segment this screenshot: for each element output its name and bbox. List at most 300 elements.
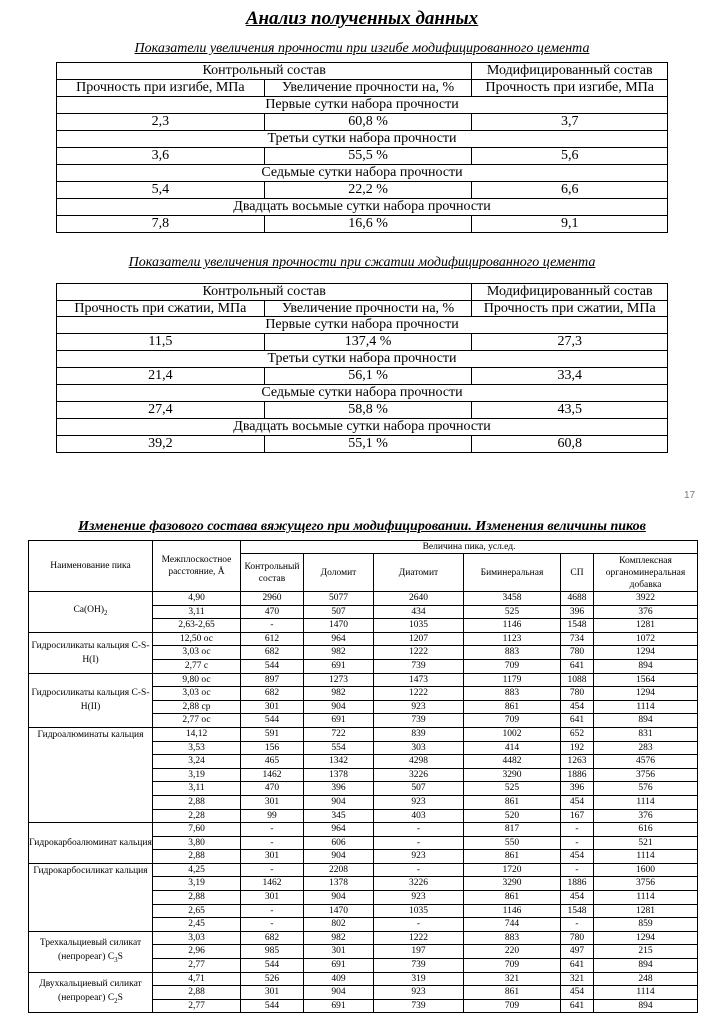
peak-value: 982	[304, 646, 374, 660]
peak-value: 964	[304, 632, 374, 646]
peak-value: 894	[594, 999, 698, 1013]
peak-value: 606	[304, 836, 374, 850]
peak-value: 739	[374, 714, 464, 728]
peak-value: 3922	[594, 592, 698, 606]
interplanar-distance: 2,77	[153, 999, 241, 1013]
peak-value: 894	[594, 714, 698, 728]
peak-value: 3458	[464, 592, 561, 606]
peak-value: 301	[241, 986, 304, 1000]
section-row	[57, 385, 668, 402]
interplanar-distance: 2,63-2,65	[153, 619, 241, 633]
peak-value: 376	[594, 809, 698, 823]
peak-value: 403	[374, 809, 464, 823]
peak-value: 641	[561, 999, 594, 1013]
peak-value: -	[241, 823, 304, 837]
peak-name-text: Трехкальциевый силикат (непрореаг) C	[39, 938, 142, 963]
peak-value: 612	[241, 632, 304, 646]
peak-value: 520	[464, 809, 561, 823]
peak-value: 859	[594, 918, 698, 932]
data-cell: 2,3	[57, 114, 265, 131]
peak-value: 861	[464, 986, 561, 1000]
peak-value: 1548	[561, 904, 594, 918]
peak-value: 1035	[374, 904, 464, 918]
peak-value: 1548	[561, 619, 594, 633]
table-row	[29, 931, 698, 945]
peak-value: 544	[241, 659, 304, 673]
peak-value: 616	[594, 823, 698, 837]
column-header: Прочность при сжатии, МПа	[472, 301, 668, 317]
peak-value: 1088	[561, 673, 594, 687]
table-row	[29, 592, 698, 606]
interplanar-distance: 3,80	[153, 836, 241, 850]
peak-value: 780	[561, 646, 594, 660]
peak-value: 641	[561, 714, 594, 728]
table2-caption: Показатели увеличения прочности при сжатии модифицированного цемента	[128, 255, 596, 270]
peak-value: 1114	[594, 850, 698, 864]
peak-name	[29, 632, 153, 673]
peak-value: 780	[561, 687, 594, 701]
peak-value: 521	[594, 836, 698, 850]
peak-value: 897	[241, 673, 304, 687]
peak-value: 709	[464, 959, 561, 973]
peak-value: 396	[304, 782, 374, 796]
peak-value: 831	[594, 727, 698, 741]
peak-value: 923	[374, 795, 464, 809]
interplanar-distance: 3,19	[153, 768, 241, 782]
peak-name	[29, 673, 153, 727]
interplanar-distance: 3,53	[153, 741, 241, 755]
data-row	[57, 114, 668, 131]
peak-name-subscript: 2	[114, 996, 118, 1005]
section-row	[57, 317, 668, 334]
interplanar-distance: 3,24	[153, 755, 241, 769]
peak-value: 396	[561, 782, 594, 796]
peak-value: 497	[561, 945, 594, 959]
peak-value: 739	[374, 999, 464, 1013]
peak-value: 923	[374, 850, 464, 864]
interplanar-distance: 2,88	[153, 850, 241, 864]
peak-value: 525	[464, 605, 561, 619]
peak-value: 1281	[594, 904, 698, 918]
peak-value: 691	[304, 959, 374, 973]
peak-name-text: Двухкальциевый силикат (непрореаг) C	[39, 979, 142, 1004]
data-cell: 3,7	[472, 114, 668, 131]
peak-value: 1462	[241, 768, 304, 782]
peak-value: 301	[241, 795, 304, 809]
table-row	[29, 673, 698, 687]
peak-value: 1207	[374, 632, 464, 646]
peak-value: -	[374, 918, 464, 932]
peak-value: 3756	[594, 768, 698, 782]
group-header-row	[57, 284, 668, 301]
peak-value: 507	[374, 782, 464, 796]
peak-name	[29, 972, 153, 1013]
interplanar-distance: 12,50 ос	[153, 632, 241, 646]
peak-value: 861	[464, 795, 561, 809]
peak-value: 454	[561, 850, 594, 864]
peak-value: 1222	[374, 687, 464, 701]
data-cell: 58,8 %	[264, 402, 472, 419]
data-row	[57, 216, 668, 233]
group-control-header: Контрольный состав	[57, 63, 472, 80]
peak-value: -	[241, 619, 304, 633]
data-cell: 39,2	[57, 436, 265, 453]
section-label: Двадцать восьмые сутки набора прочности	[57, 419, 668, 436]
peak-value: 894	[594, 659, 698, 673]
peak-value: 1263	[561, 755, 594, 769]
peak-value: 709	[464, 999, 561, 1013]
peak-value: 1222	[374, 931, 464, 945]
peak-value: -	[241, 836, 304, 850]
peak-value: 301	[241, 891, 304, 905]
section-label: Первые сутки набора прочности	[57, 97, 668, 114]
peak-value: 303	[374, 741, 464, 755]
section-row	[57, 165, 668, 182]
peak-value: 1035	[374, 619, 464, 633]
peak-value: 465	[241, 755, 304, 769]
interplanar-distance: 3,03 ос	[153, 687, 241, 701]
peak-value: 591	[241, 727, 304, 741]
peak-value: 220	[464, 945, 561, 959]
data-cell: 9,1	[472, 216, 668, 233]
section-label: Седьмые сутки набора прочности	[57, 165, 668, 182]
peak-value: 283	[594, 741, 698, 755]
peak-name-text: Гидросиликаты кальция C-S-H(II)	[31, 688, 150, 713]
column-header-row	[57, 80, 668, 97]
peak-value: 526	[241, 972, 304, 986]
peak-name-text: Гидрокарбосиликат кальция	[33, 865, 148, 876]
section-row	[57, 419, 668, 436]
group-control-header: Контрольный состав	[57, 284, 472, 301]
peak-value: 1002	[464, 727, 561, 741]
page-number: 17	[684, 490, 696, 501]
peak-value: 691	[304, 714, 374, 728]
peak-value: 1222	[374, 646, 464, 660]
peak-value: 470	[241, 782, 304, 796]
interplanar-distance: 9,80 ос	[153, 673, 241, 687]
peak-name-subscript: 3	[114, 956, 118, 965]
column-header-row	[57, 301, 668, 317]
peak-value: 709	[464, 714, 561, 728]
data-row	[57, 182, 668, 199]
header-column: Контрольный состав	[241, 554, 304, 592]
data-cell: 56,1 %	[264, 368, 472, 385]
data-row	[57, 436, 668, 453]
peak-value: 470	[241, 605, 304, 619]
peak-value: 861	[464, 850, 561, 864]
peak-value: 904	[304, 891, 374, 905]
header-peak-value: Величина пика, усл.ед.	[241, 541, 698, 554]
header-column: Биминеральная	[464, 554, 561, 592]
interplanar-distance: 3,11	[153, 782, 241, 796]
peak-value: 321	[561, 972, 594, 986]
peak-value: 554	[304, 741, 374, 755]
peak-value: 192	[561, 741, 594, 755]
peak-value: 2640	[374, 592, 464, 606]
peak-value: 1273	[304, 673, 374, 687]
page-title: Анализ полученных данных	[245, 8, 479, 29]
peak-value: 734	[561, 632, 594, 646]
peak-value: 215	[594, 945, 698, 959]
peak-value: 691	[304, 999, 374, 1013]
peak-value: 1886	[561, 768, 594, 782]
data-cell: 27,4	[57, 402, 265, 419]
group-header-row	[57, 63, 668, 80]
data-cell: 16,6 %	[264, 216, 472, 233]
interplanar-distance: 4,25	[153, 863, 241, 877]
peak-name	[29, 727, 153, 822]
peak-name-text: Ca(OH)	[73, 605, 105, 616]
section-row	[57, 351, 668, 368]
interplanar-distance: 2,28	[153, 809, 241, 823]
header-interplanar-distance: Межплоскостное расстояние, Å	[153, 541, 241, 592]
peak-value: 883	[464, 687, 561, 701]
peak-value: 4482	[464, 755, 561, 769]
peak-value: 1564	[594, 673, 698, 687]
peak-name-text: Гидрокарбоалюминат кальция	[29, 837, 152, 848]
interplanar-distance: 2,88	[153, 986, 241, 1000]
peak-value: 454	[561, 891, 594, 905]
data-cell: 22,2 %	[264, 182, 472, 199]
peak-value: 652	[561, 727, 594, 741]
data-cell: 5,6	[472, 148, 668, 165]
peak-value: 982	[304, 687, 374, 701]
compressive-strength-table	[56, 283, 668, 453]
peak-value: 167	[561, 809, 594, 823]
peak-value: 883	[464, 931, 561, 945]
group-modified-header: Модифицированный состав	[472, 63, 668, 80]
peak-value: 4688	[561, 592, 594, 606]
peak-value: 99	[241, 809, 304, 823]
peak-value: -	[561, 918, 594, 932]
peak-value: 904	[304, 700, 374, 714]
peak-value: 197	[374, 945, 464, 959]
peak-value: 894	[594, 959, 698, 973]
peak-value: 301	[304, 945, 374, 959]
peak-value: 544	[241, 999, 304, 1013]
data-cell: 11,5	[57, 334, 265, 351]
peak-value: 396	[561, 605, 594, 619]
data-cell: 60,8	[472, 436, 668, 453]
peak-value: 682	[241, 687, 304, 701]
peak-value: 1378	[304, 877, 374, 891]
peak-name	[29, 931, 153, 972]
peak-value: 454	[561, 795, 594, 809]
header-row	[29, 541, 698, 554]
peak-value: 409	[304, 972, 374, 986]
data-cell: 33,4	[472, 368, 668, 385]
interplanar-distance: 2,88	[153, 891, 241, 905]
peak-value: 3290	[464, 877, 561, 891]
group-modified-header: Модифицированный состав	[472, 284, 668, 301]
interplanar-distance: 14,12	[153, 727, 241, 741]
data-cell: 55,5 %	[264, 148, 472, 165]
data-cell: 43,5	[472, 402, 668, 419]
interplanar-distance: 3,11	[153, 605, 241, 619]
peak-value: 817	[464, 823, 561, 837]
peak-value: 4298	[374, 755, 464, 769]
peak-value: 691	[304, 659, 374, 673]
peak-value: 414	[464, 741, 561, 755]
peak-value: 923	[374, 891, 464, 905]
peak-value: 1281	[594, 619, 698, 633]
interplanar-distance: 2,96	[153, 945, 241, 959]
peak-value: 376	[594, 605, 698, 619]
column-header: Прочность при изгибе, МПа	[57, 80, 265, 97]
interplanar-distance: 4,71	[153, 972, 241, 986]
peak-value: 301	[241, 700, 304, 714]
interplanar-distance: 3,03 ос	[153, 646, 241, 660]
table-row	[29, 632, 698, 646]
peak-value: 3290	[464, 768, 561, 782]
section-label: Первые сутки набора прочности	[57, 317, 668, 334]
peak-value: 550	[464, 836, 561, 850]
peak-value: 1123	[464, 632, 561, 646]
peak-value: 904	[304, 850, 374, 864]
peak-value: 525	[464, 782, 561, 796]
peak-value: 321	[464, 972, 561, 986]
peak-value: -	[561, 863, 594, 877]
peak-value: 1720	[464, 863, 561, 877]
section-row	[57, 131, 668, 148]
section-label: Седьмые сутки набора прочности	[57, 385, 668, 402]
column-header: Прочность при сжатии, МПа	[57, 301, 265, 317]
peak-name-suffix: S	[117, 952, 123, 963]
table-row	[29, 823, 698, 837]
peak-value: 923	[374, 700, 464, 714]
peak-value: 1294	[594, 931, 698, 945]
peak-value: 1294	[594, 646, 698, 660]
peak-value: 507	[304, 605, 374, 619]
peak-value: -	[561, 836, 594, 850]
interplanar-distance: 2,77	[153, 959, 241, 973]
flexural-strength-table	[56, 62, 668, 233]
peak-value: 2208	[304, 863, 374, 877]
peak-name	[29, 592, 153, 633]
data-cell: 21,4	[57, 368, 265, 385]
peak-value: 904	[304, 795, 374, 809]
peak-value: 709	[464, 659, 561, 673]
peak-value: 1114	[594, 700, 698, 714]
interplanar-distance: 4,90	[153, 592, 241, 606]
interplanar-distance: 2,65	[153, 904, 241, 918]
interplanar-distance: 3,03	[153, 931, 241, 945]
peak-value: 1179	[464, 673, 561, 687]
peak-value: 780	[561, 931, 594, 945]
peak-value: 1886	[561, 877, 594, 891]
table-row	[29, 863, 698, 877]
peak-name	[29, 863, 153, 931]
peak-value: 1294	[594, 687, 698, 701]
data-cell: 137,4 %	[264, 334, 472, 351]
peak-value: 1114	[594, 795, 698, 809]
peak-value: 1146	[464, 904, 561, 918]
peak-value: 454	[561, 986, 594, 1000]
interplanar-distance: 3,19	[153, 877, 241, 891]
peak-value: 682	[241, 931, 304, 945]
table-row	[29, 727, 698, 741]
data-cell: 27,3	[472, 334, 668, 351]
peak-value: 861	[464, 891, 561, 905]
data-row	[57, 148, 668, 165]
peak-value: 345	[304, 809, 374, 823]
peak-value: 3756	[594, 877, 698, 891]
interplanar-distance: 2,45	[153, 918, 241, 932]
peak-value: 923	[374, 986, 464, 1000]
peak-value: 5077	[304, 592, 374, 606]
peak-value: 1462	[241, 877, 304, 891]
data-cell: 3,6	[57, 148, 265, 165]
peak-name	[29, 823, 153, 864]
interplanar-distance: 2,88 ср	[153, 700, 241, 714]
data-cell: 60,8 %	[264, 114, 472, 131]
data-row	[57, 334, 668, 351]
peak-value: 1114	[594, 986, 698, 1000]
peak-value: 641	[561, 959, 594, 973]
peak-value: 1342	[304, 755, 374, 769]
peak-value: -	[374, 863, 464, 877]
peak-value: -	[374, 836, 464, 850]
peak-value: 1473	[374, 673, 464, 687]
table1-caption: Показатели увеличения прочности при изгибе модифицированного цемента	[134, 41, 590, 56]
peak-value: 2960	[241, 592, 304, 606]
peak-value: 1470	[304, 904, 374, 918]
header-peak-name: Наименование пика	[29, 541, 153, 592]
peak-value: 739	[374, 659, 464, 673]
peak-value: 156	[241, 741, 304, 755]
section-row	[57, 199, 668, 216]
peak-value: 802	[304, 918, 374, 932]
peak-value: 1072	[594, 632, 698, 646]
peak-value: 744	[464, 918, 561, 932]
peak-name-text: Гидросиликаты кальция C-S-H(I)	[31, 640, 150, 665]
peak-value: 985	[241, 945, 304, 959]
column-header: Увеличение прочности на, %	[264, 80, 472, 97]
peak-value: 1470	[304, 619, 374, 633]
peak-value: 434	[374, 605, 464, 619]
peak-value: 722	[304, 727, 374, 741]
peak-value: 3226	[374, 877, 464, 891]
peak-value: 1600	[594, 863, 698, 877]
peak-value: 1378	[304, 768, 374, 782]
header-column: Доломит	[304, 554, 374, 592]
header-column: Диатомит	[374, 554, 464, 592]
peak-value: 641	[561, 659, 594, 673]
data-row	[57, 368, 668, 385]
peak-value: -	[241, 918, 304, 932]
peak-value: 964	[304, 823, 374, 837]
peak-value: -	[241, 904, 304, 918]
column-header: Прочность при изгибе, МПа	[472, 80, 668, 97]
peak-value: 454	[561, 700, 594, 714]
peak-value: -	[561, 823, 594, 837]
peak-value: 319	[374, 972, 464, 986]
peak-value: 1146	[464, 619, 561, 633]
peak-name-text: Гидроалюминаты кальция	[37, 729, 144, 740]
phase-composition-table	[28, 540, 698, 1013]
section-label: Третьи сутки набора прочности	[57, 131, 668, 148]
data-cell: 6,6	[472, 182, 668, 199]
data-cell: 7,8	[57, 216, 265, 233]
table3-caption: Изменение фазового состава вяжущего при модифицировании. Изменения величины пиков	[78, 519, 646, 534]
data-cell: 5,4	[57, 182, 265, 199]
header-column: СП	[561, 554, 594, 592]
peak-value: 544	[241, 959, 304, 973]
interplanar-distance: 7,60	[153, 823, 241, 837]
peak-value: 682	[241, 646, 304, 660]
peak-value: -	[241, 863, 304, 877]
section-label: Третьи сутки набора прочности	[57, 351, 668, 368]
